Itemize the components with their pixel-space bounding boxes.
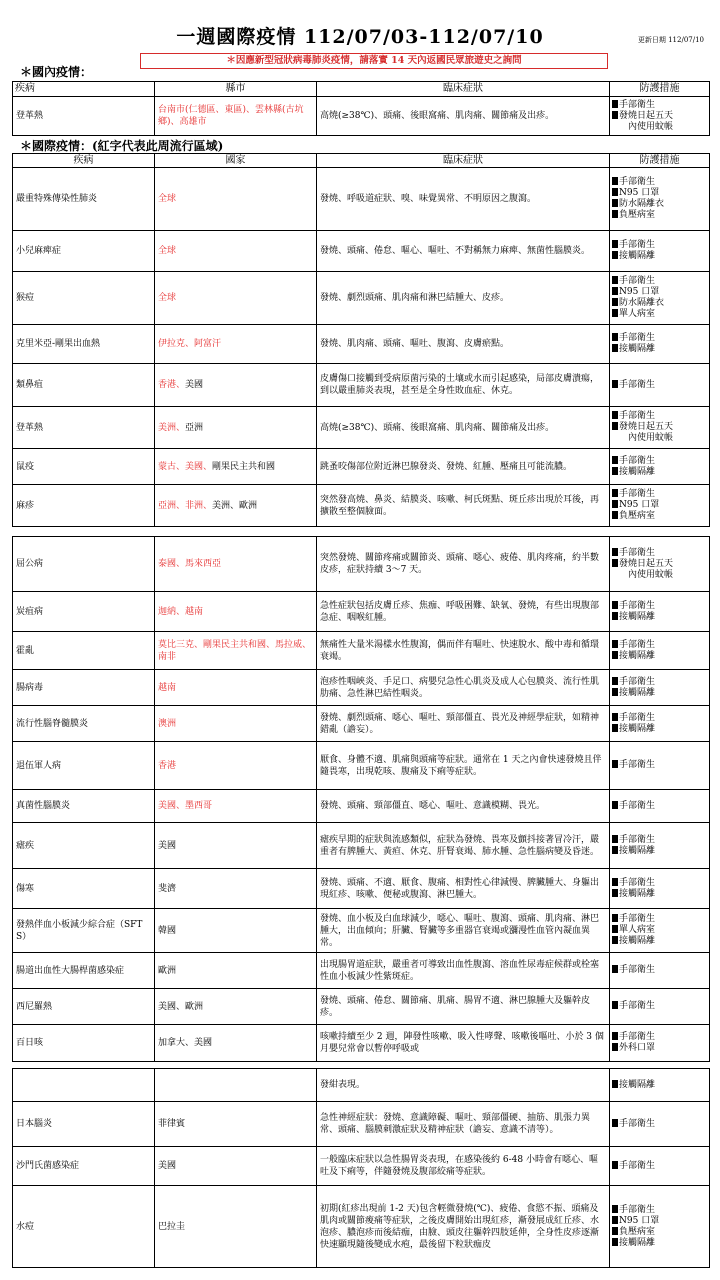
country-current-text: 美國、墨西哥 [158,801,213,811]
domestic-header-row [13,82,710,97]
symptom-cell: 高燒(≥38℃)、頭痛、後眼窩痛、肌肉痛、關節痛及出疹。 [317,97,610,136]
bullet-square-icon [612,889,618,897]
protection-item: 防水隔離衣 [619,298,665,308]
table-row [13,909,710,953]
protection-item: 手部衛生 [619,411,656,421]
protection-item: 手部衛生 [619,965,656,975]
update-date: 更新日期 112/07/10 [637,36,704,44]
symptom-cell: 無痛性大量米湯樣水性腹瀉，偶而伴有嘔吐、快速脫水、酸中毒和循環衰竭。 [317,632,610,670]
country-current-text: 伊拉克、阿富汗 [158,339,222,349]
symptom-cell: 突然發燒、關節疼痛或關節炎、頭痛、噁心、疲倦、肌肉疼痛，約半數皮疹，症狀持續 3～7 天。 [317,537,610,592]
disease-cell: 克里米亞-剛果出血熱 [13,325,155,364]
symptom-cell: 跳蚤咬傷部位附近淋巴腺發炎、發燒、紅腫、壓痛且可能流膿。 [317,449,610,485]
protection-cell [610,168,710,231]
table-row [13,272,710,325]
disease-cell: 鼠疫 [13,449,155,485]
bullet-square-icon [612,965,618,973]
table-row [13,537,710,592]
country-current-text: 亞洲、非洲、 [158,500,213,511]
protection-cell [610,364,710,407]
country-other-text: 亞洲 [185,422,204,433]
protection-cell [610,670,710,706]
protection-item: N95 口罩 [619,1215,660,1226]
country-cell [155,1186,317,1268]
bullet-square-icon [612,511,618,519]
bullet-square-icon [612,1001,618,1009]
bullet-square-icon [612,688,618,696]
symptom-cell: 瘧疾早期的症狀與流感類似，症狀為發燒、畏寒及顫抖接著冒冷汗，嚴重者有脾腫大、黃疸、休克、肝腎衰竭、肺水腫、急性腦病變及昏迷。 [317,823,610,869]
protection-item: 手部衛生 [619,877,656,888]
bullet-square-icon [612,1238,618,1246]
protection-cell [610,909,710,953]
bullet-square-icon [612,1080,618,1088]
country-other-text: 美國、歐洲 [158,1001,204,1012]
bullet-square-icon [612,1227,618,1235]
disease-cell: 登革熱 [13,97,155,136]
bullet-square-icon [612,111,618,119]
country-cell [155,364,317,407]
disease-cell: 水痘 [13,1186,155,1268]
country-cell [155,909,317,953]
protection-cell [610,1069,710,1102]
country-cell [155,670,317,706]
symptom-cell: 發燒、呼吸道症狀、嗅、味覺異常、不明原因之腹瀉。 [317,168,610,231]
protection-item: 手部衛生 [619,455,656,466]
protection-item: 手部衛生 [619,712,656,723]
country-cell [155,869,317,909]
country-other-text: 加拿大、美國 [158,1038,213,1048]
protection-item: 接觸隔離 [619,1237,656,1248]
protection-item: 內使用蚊帳 [628,433,674,443]
protection-item: 內使用蚊帳 [628,121,674,132]
symptom-cell: 發紺表現。 [317,1069,610,1102]
country-cell [155,231,317,272]
country-other-text: 菲律賓 [158,1119,186,1129]
bullet-square-icon [612,188,618,196]
table-row [13,823,710,869]
protection-item: 手部衛生 [619,1001,656,1011]
protection-item: 手部衛生 [619,379,656,390]
country-current-text: 全球 [158,293,177,303]
table-row [13,953,710,989]
protection-item: 手部衛生 [619,489,656,499]
protection-cell [610,1186,710,1268]
protection-item: 手部衛生 [619,600,656,611]
bullet-square-icon [612,100,618,108]
protection-item: 發燒日起五天 [619,558,674,569]
table-row [13,97,710,136]
protection-item: 外科口罩 [619,1043,656,1053]
disease-cell: 麻疹 [13,485,155,527]
symptom-cell: 初期(紅疹出現前 1-2 天)包含輕微發燒(℃)、疲倦、食慾不振、頭痛及肌肉或關節痠痛等症狀，之後皮膚開始出現紅疹，漸發展成紅丘疹、水泡疹、膿泡疹而後結痂，由臉、頭皮往軀幹四肢延伸，全身性皮疹逐漸快速顯現隨後變成水疱，最後留下粒狀痂皮 [317,1186,610,1268]
protection-cell [610,1102,710,1147]
disease-cell: 類鼻疽 [13,364,155,407]
bullet-square-icon [612,677,618,685]
international-table-3 [12,1068,710,1268]
table-row [13,485,710,527]
country-cell [155,592,317,632]
bullet-square-icon [612,251,618,259]
country-cell [155,1069,317,1102]
symptom-cell: 發燒、頭痛、頸部僵直、噁心、嘔吐、意識模糊、畏光。 [317,790,610,823]
bullet-square-icon [612,601,618,609]
bullet-square-icon [612,640,618,648]
country-other-text: 美洲、歐洲 [212,500,258,511]
table-row [13,1147,710,1186]
disease-cell: 腸病毒 [13,670,155,706]
protection-item: 手部衛生 [619,914,656,924]
symptom-cell: 發燒、血小板及白血球減少，噁心、嘔吐、腹瀉、頭痛、肌肉痛、淋巴腫大，出血傾向；肝臟、腎臟等多重器官衰竭或瀰漫性血管內凝血異常。 [317,909,610,953]
bullet-square-icon [612,276,618,284]
bullet-square-icon [612,1216,618,1224]
country-other-text: 斐濟 [158,883,177,894]
disease-cell: 腸道出血性大腸桿菌感染症 [13,953,155,989]
country-cell [155,325,317,364]
protection-cell [610,325,710,364]
bullet-square-icon [612,936,618,944]
bullet-square-icon [612,801,618,809]
disease-cell: 霍亂 [13,632,155,670]
protection-item: 接觸隔離 [619,723,656,734]
symptom-cell: 發燒、頭痛、不適、厭食、腹痛、相對性心律減慢、脾臟腫大、身軀出現紅疹、咳嗽、便秘或腹瀉、淋巴腫大。 [317,869,610,909]
bullet-square-icon [612,199,618,207]
protection-item: 手部衛生 [619,834,656,845]
disease-cell: 屈公病 [13,537,155,592]
protection-item: 手部衛生 [619,760,656,770]
table-row [13,592,710,632]
protection-cell [610,632,710,670]
protection-cell [610,407,710,449]
bullet-square-icon [612,344,618,352]
country-current-text: 越南 [158,682,177,693]
disease-cell [13,1069,155,1102]
country-current-text: 全球 [158,194,177,204]
protection-item: 手部衛生 [619,1032,656,1042]
bullet-square-icon [612,380,618,388]
header-symptom: 臨床症狀 [317,82,610,97]
country-other-text: 巴拉圭 [158,1221,186,1232]
country-cell [155,953,317,989]
disease-cell: 猴痘 [13,272,155,325]
bullet-square-icon [612,333,618,341]
table-row [13,325,710,364]
symptom-cell: 急性症狀包括皮膚丘疹、焦痂、呼吸困難、缺氧、發燒，有些出現腹部急症、咽喉紅腫。 [317,592,610,632]
symptom-cell: 皮膚傷口接觸到受病原菌污染的土壤或水而引起感染，局部皮膚潰瘍，到以嚴重肺炎表現，甚至是全身性敗血症、休克。 [317,364,610,407]
international-label: ＊國際疫情：(紅字代表此周流行區域) [20,139,224,153]
table-row [13,742,710,790]
header-protection: 防護措施 [610,82,710,97]
disease-cell: 小兒麻痺症 [13,231,155,272]
bullet-square-icon [612,724,618,732]
bullet-square-icon [612,559,618,567]
bullet-square-icon [612,177,618,185]
protection-item: 手部衛生 [619,99,656,110]
table-row [13,1069,710,1102]
protection-item: 接觸隔離 [619,650,656,661]
protection-item: 手部衛生 [619,276,656,286]
protection-item: 接觸隔離 [619,845,656,856]
protection-cell [610,953,710,989]
bullet-square-icon [612,651,618,659]
country-current-text: 莫比三克、剛果民主共和國、馬拉威、南非 [158,639,312,662]
country-other-text: 美國 [158,1161,177,1171]
protection-item: 手部衛生 [619,1160,656,1171]
country-cell [155,449,317,485]
disease-cell: 嚴重特殊傳染性肺炎 [13,168,155,231]
international-table-1 [12,153,710,527]
disease-cell: 瘧疾 [13,823,155,869]
protection-item: 防水隔離衣 [619,199,665,209]
bullet-square-icon [612,713,618,721]
bullet-square-icon [612,309,618,317]
protection-item: 接觸隔離 [619,687,656,698]
international-table-2 [12,536,710,1062]
bullet-square-icon [612,612,618,620]
table-row [13,706,710,742]
protection-item: 手部衛生 [619,1204,656,1215]
bullet-square-icon [612,1161,618,1169]
symptom-cell: 發燒、肌肉痛、頭痛、嘔吐、腹瀉、皮膚瘀點。 [317,325,610,364]
disease-cell: 登革熱 [13,407,155,449]
symptom-cell: 突然發高燒、鼻炎、結膜炎、咳嗽、柯氏斑點、斑丘疹出現於耳後，再擴散至整個臉面。 [317,485,610,527]
disease-cell: 炭疽病 [13,592,155,632]
symptom-cell: 發燒、劇烈頭痛、肌肉痛和淋巴結腫大、皮疹。 [317,272,610,325]
country-current-text: 香港、 [158,380,186,390]
notice-banner: ＊因應新型冠狀病毒肺炎疫情，請落實 14 天內返國民眾旅遊史之詢問 [140,53,608,69]
symptom-cell: 發燒、頭痛、倦怠、關節痛、肌痛、腸胃不適、淋巴腺腫大及軀幹皮疹。 [317,989,610,1025]
protection-cell [610,97,710,136]
bullet-square-icon [612,914,618,922]
bullet-square-icon [612,422,618,430]
disease-cell: 真菌性腦膜炎 [13,790,155,823]
bullet-square-icon [612,846,618,854]
table-row [13,449,710,485]
country-current-text: 香港 [158,760,177,771]
country-current-text: 迦納、越南 [158,606,204,617]
place-text: 台南市(仁德區、東區)、雲林縣(古坑鄉)、高雄市 [158,105,304,127]
protection-cell [610,537,710,592]
header-protection: 防護措施 [610,154,710,168]
protection-item: 接觸隔離 [619,344,656,354]
domestic-label: ＊國內疫情： [20,65,93,79]
protection-item: 單人病室 [619,925,656,935]
country-current-text: 蒙古、美國、 [158,461,213,472]
protection-item: 接觸隔離 [619,1079,656,1090]
protection-item: 發燒日起五天 [619,110,674,121]
country-cell [155,485,317,527]
protection-cell [610,449,710,485]
bullet-square-icon [612,1043,618,1051]
protection-cell [610,790,710,823]
disease-cell: 傷寒 [13,869,155,909]
country-cell [155,1025,317,1062]
country-other-text: 歐洲 [158,965,177,976]
table-row [13,1025,710,1062]
protection-item: 負壓病室 [619,210,656,220]
bullet-square-icon [612,287,618,295]
country-cell [155,1147,317,1186]
country-current-text: 泰國、馬來西亞 [158,559,222,569]
bullet-square-icon [612,210,618,218]
country-cell [155,97,317,136]
disease-cell: 百日咳 [13,1025,155,1062]
bullet-square-icon [612,1205,618,1213]
protection-item: 負壓病室 [619,511,656,521]
table-row [13,1186,710,1268]
table-row [13,632,710,670]
protection-item: 接觸隔離 [619,466,656,477]
table-row [13,790,710,823]
bullet-square-icon [612,489,618,497]
symptom-cell: 急性神經症狀：發燒、意識障礙、嘔吐、頸部僵硬、抽筋、肌張力異常、頭痛、腦膜刺激症狀及精神症狀（譫妄、意識不清等）。 [317,1102,610,1147]
disease-cell: 流行性腦脊髓膜炎 [13,706,155,742]
page-title: 一週國際疫情 112/07/03-112/07/10 [176,26,544,48]
protection-item: N95 口罩 [619,287,660,297]
table-row [13,1102,710,1147]
protection-cell [610,231,710,272]
country-current-text: 全球 [158,246,177,256]
protection-item: 負壓病室 [619,1226,656,1237]
country-cell [155,706,317,742]
disease-cell: 西尼羅熱 [13,989,155,1025]
country-cell [155,742,317,790]
disease-cell: 發熱伴血小板減少綜合症（SFTS） [13,909,155,953]
disease-cell: 退伍軍人病 [13,742,155,790]
protection-cell [610,1147,710,1186]
protection-item: 手部衛生 [619,333,656,343]
bullet-square-icon [612,500,618,508]
country-current-text: 美洲、 [158,422,186,433]
protection-item: 手部衛生 [619,800,656,811]
country-cell [155,632,317,670]
protection-item: 手部衛生 [619,177,656,187]
table-row [13,168,710,231]
bullet-square-icon [612,456,618,464]
symptom-cell: 高燒(≥38℃)、頭痛、後眼窩痛、肌肉痛、關節痛及出疹。 [317,407,610,449]
bullet-square-icon [612,411,618,419]
country-cell [155,790,317,823]
header-place: 縣市 [155,82,317,97]
protection-item: 手部衛生 [619,676,656,687]
country-other-text: 韓國 [158,925,177,936]
header-country: 國家 [155,154,317,168]
country-other-text: 美國 [158,840,177,851]
header-disease: 疾病 [13,82,155,97]
protection-item: 手部衛生 [619,1118,656,1129]
table-row [13,869,710,909]
domestic-table [12,81,710,136]
country-cell [155,272,317,325]
international-header-row [13,154,710,168]
protection-cell [610,1025,710,1062]
bullet-square-icon [612,835,618,843]
protection-cell [610,989,710,1025]
protection-cell [610,706,710,742]
table-row [13,407,710,449]
protection-item: 發燒日起五天 [619,422,674,432]
country-cell [155,823,317,869]
symptom-cell: 發燒、劇烈頭痛、噁心、嘔吐、頸部僵直、畏光及神經學症狀，如精神錯亂（譫妄）。 [317,706,610,742]
symptom-cell: 一般臨床症狀以急性腸胃炎表現，在感染後約 6-48 小時會有噁心、嘔吐及下痢等，伴隨發燒及腹部絞痛等症狀。 [317,1147,610,1186]
table-row [13,989,710,1025]
protection-cell [610,823,710,869]
protection-item: 內使用蚊帳 [628,569,674,580]
country-cell [155,537,317,592]
country-current-text: 澳洲 [158,718,177,729]
protection-item: N95 口罩 [619,188,660,198]
country-other-text: 美國 [185,380,204,390]
protection-item: 接觸隔離 [619,936,656,946]
disease-cell: 日本腦炎 [13,1102,155,1147]
bullet-square-icon [612,1119,618,1127]
table-row [13,670,710,706]
protection-item: 手部衛生 [619,547,656,558]
country-cell [155,1102,317,1147]
symptom-cell: 出現腸胃道症狀，嚴重者可導致出血性腹瀉、溶血性尿毒症候群或栓塞性血小板減少性紫斑症。 [317,953,610,989]
bullet-square-icon [612,760,618,768]
bullet-square-icon [612,240,618,248]
protection-item: 手部衛生 [619,639,656,650]
bullet-square-icon [612,298,618,306]
bullet-square-icon [612,467,618,475]
header-disease: 疾病 [13,154,155,168]
protection-item: 接觸隔離 [619,611,656,622]
protection-item: 手部衛生 [619,240,656,250]
bullet-square-icon [612,925,618,933]
protection-cell [610,742,710,790]
protection-cell [610,485,710,527]
protection-item: N95 口罩 [619,500,660,510]
protection-item: 單人病室 [619,309,656,319]
header-symptom: 臨床症狀 [317,154,610,168]
protection-item: 接觸隔離 [619,888,656,899]
bullet-square-icon [612,548,618,556]
protection-item: 接觸隔離 [619,251,656,261]
protection-cell [610,592,710,632]
symptom-cell: 咳嗽持續至少 2 週，陣發性咳嗽、吸入性哮聲、咳嗽後嘔吐、小於 3 個月嬰兒常會以暫停呼吸或 [317,1025,610,1062]
disease-cell: 沙門氏菌感染症 [13,1147,155,1186]
bullet-square-icon [612,878,618,886]
symptom-cell: 泡疹性咽峽炎、手足口、病嬰兒急性心肌炎及成人心包膜炎、流行性肌肋痛、急性淋巴結性咽炎。 [317,670,610,706]
table-row [13,364,710,407]
protection-cell [610,869,710,909]
table-row [13,231,710,272]
symptom-cell: 厭食、身體不適、肌痛與頭痛等症狀。通常在 1 天之內會快速發燒且伴隨畏寒，出現乾咳、腹痛及下痢等症狀。 [317,742,610,790]
symptom-cell: 發燒、頭痛、倦怠、嘔心、嘔吐、不對稱無力麻痺、無菌性腦膜炎。 [317,231,610,272]
country-cell [155,407,317,449]
country-cell [155,989,317,1025]
bullet-square-icon [612,1032,618,1040]
country-cell [155,168,317,231]
protection-cell [610,272,710,325]
country-other-text: 剛果民主共和國 [212,461,276,472]
